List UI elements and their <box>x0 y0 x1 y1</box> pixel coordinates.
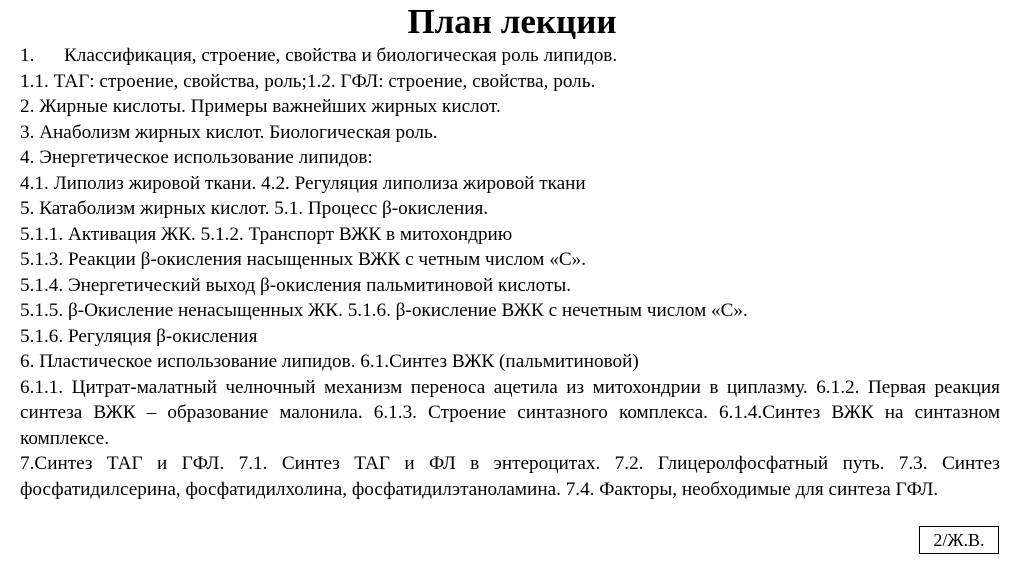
outline-item-5-1-5: 5.1.5. β-Окисление ненасыщенных ЖК. 5.1.6. β-окисление ВЖК с нечетным числом «С». <box>20 300 748 321</box>
outline-item-number: 1. <box>20 45 35 66</box>
outline-item-5-1-1: 5.1.1. Активация ЖК. 5.1.2. Транспорт ВЖК в митохондрию <box>20 223 513 245</box>
outline-item-5-1-3: 5.1.3. Реакции β-окисления насыщенных ВЖК с четным числом «С». <box>20 249 587 270</box>
outline-item-6: 6. Пластическое использование липидов. 6.1.Синтез ВЖК (пальмитиновой) <box>20 351 639 372</box>
page-title: План лекции <box>407 2 617 41</box>
outline-item-5-1-6: 5.1.6. Регуляция β-окисления <box>20 325 258 347</box>
outline-item-7: 7.Синтез ТАГ и ГФЛ. 7.1. Синтез ТАГ и ФЛ в энтероцитах. 7.2. Глицеролфосфатный путь. 7.3. Синтез фосфатидилсерина, фосфатидилхолина, фосфатидилэтаноламина. 7.4. Факторы, необходимые для синтеза ГФЛ. <box>20 453 1000 500</box>
outline-item-2: 2. Жирные кислоты. Примеры важнейших жирных кислот. <box>20 96 501 117</box>
outline-item-text: Классификация, строение, свойства и биологическая роль липидов. <box>64 45 618 66</box>
outline-item-1-1: 1.1. ТАГ: строение, свойства, роль;1.2. ГФЛ: строение, свойства, роль. <box>20 70 596 92</box>
outline-item-4-1: 4.1. Липолиз жировой ткани. 4.2. Регуляция липолиза жировой ткани <box>20 172 586 194</box>
outline-item-3: 3. Анаболизм жирных кислот. Биологическая роль. <box>20 121 438 143</box>
outline-item-4: 4. Энергетическое использование липидов: <box>20 147 373 168</box>
lecture-outline <box>20 43 1000 502</box>
slide-badge: 2/Ж.В. <box>919 526 999 554</box>
outline-item-6-1-1: 6.1.1. Цитрат-малатный челночный механизм переноса ацетила из митохондрии в циплазму. 6.1.2. Первая реакция синтеза ВЖК – образование малонила. 6.1.3. Строение синтазного комплекса. 6.1.4.Синтез ВЖК на синтазном комплексе. <box>20 376 1000 449</box>
outline-item-5: 5. Катаболизм жирных кислот. 5.1. Процесс β-окисления. <box>20 198 489 219</box>
outline-item-1 <box>20 43 1000 69</box>
outline-item-5-1-4: 5.1.4. Энергетический выход β-окисления пальмитиновой кислоты. <box>20 274 572 296</box>
